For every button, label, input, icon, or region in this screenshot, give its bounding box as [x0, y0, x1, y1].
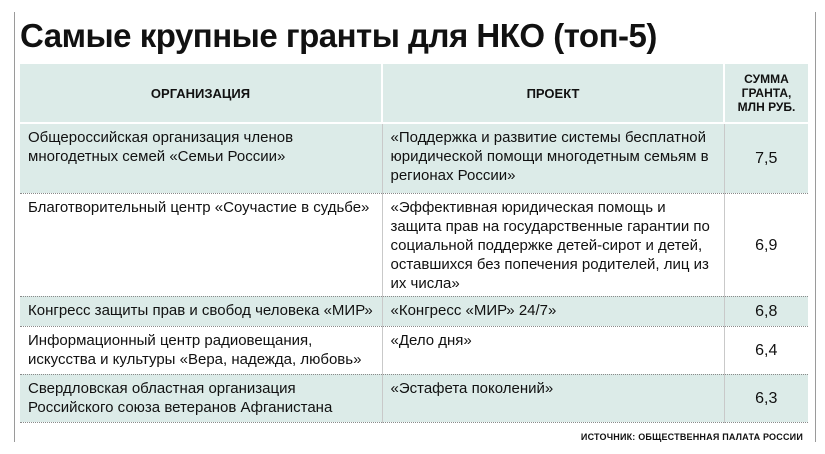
header-row	[20, 64, 808, 123]
organization-cell: Благотворительный центр «Соучастие в судьбе»	[20, 193, 382, 296]
project-cell: «Поддержка и развитие системы бесплатной юридической помощи многодетным семьям в регионах России»	[382, 123, 724, 193]
amount-cell: 6,9	[724, 193, 808, 296]
amount-cell: 7,5	[724, 123, 808, 193]
grants-table	[20, 64, 808, 423]
organization-cell: Общероссийская организация членов многодетных семей «Семьи России»	[20, 123, 382, 193]
column-header-project: ПРОЕКТ	[382, 64, 724, 123]
organization-cell: Свердловская областная организация Российского союза ветеранов Афганистана	[20, 374, 382, 422]
organization-cell: Информационный центр радиовещания, искусства и культуры «Вера, надежда, любовь»	[20, 326, 382, 374]
column-header-amount: СУММА ГРАНТА, МЛН РУБ.	[724, 64, 808, 123]
table-row	[20, 296, 808, 326]
table-row	[20, 193, 808, 296]
project-cell: «Конгресс «МИР» 24/7»	[382, 296, 724, 326]
amount-cell: 6,3	[724, 374, 808, 422]
column-header-organization: ОРГАНИЗАЦИЯ	[20, 64, 382, 123]
organization-cell: Конгресс защиты прав и свобод человека «МИР»	[20, 296, 382, 326]
table-row	[20, 374, 808, 422]
table-row	[20, 123, 808, 193]
project-cell: «Эффективная юридическая помощь и защита прав на государственные гарантии по социальной поддержке детей-сирот и детей, оставшихся без попечения родителей, лиц из их числа»	[382, 193, 724, 296]
amount-cell: 6,4	[724, 326, 808, 374]
amount-cell: 6,8	[724, 296, 808, 326]
chart-title: Самые крупные гранты для НКО (топ-5)	[20, 17, 657, 54]
project-cell: «Дело дня»	[382, 326, 724, 374]
source-note: ИСТОЧНИК: ОБЩЕСТВЕННАЯ ПАЛАТА РОССИИ	[580, 432, 803, 442]
project-cell: «Эстафета поколений»	[382, 374, 724, 422]
table-row	[20, 326, 808, 374]
